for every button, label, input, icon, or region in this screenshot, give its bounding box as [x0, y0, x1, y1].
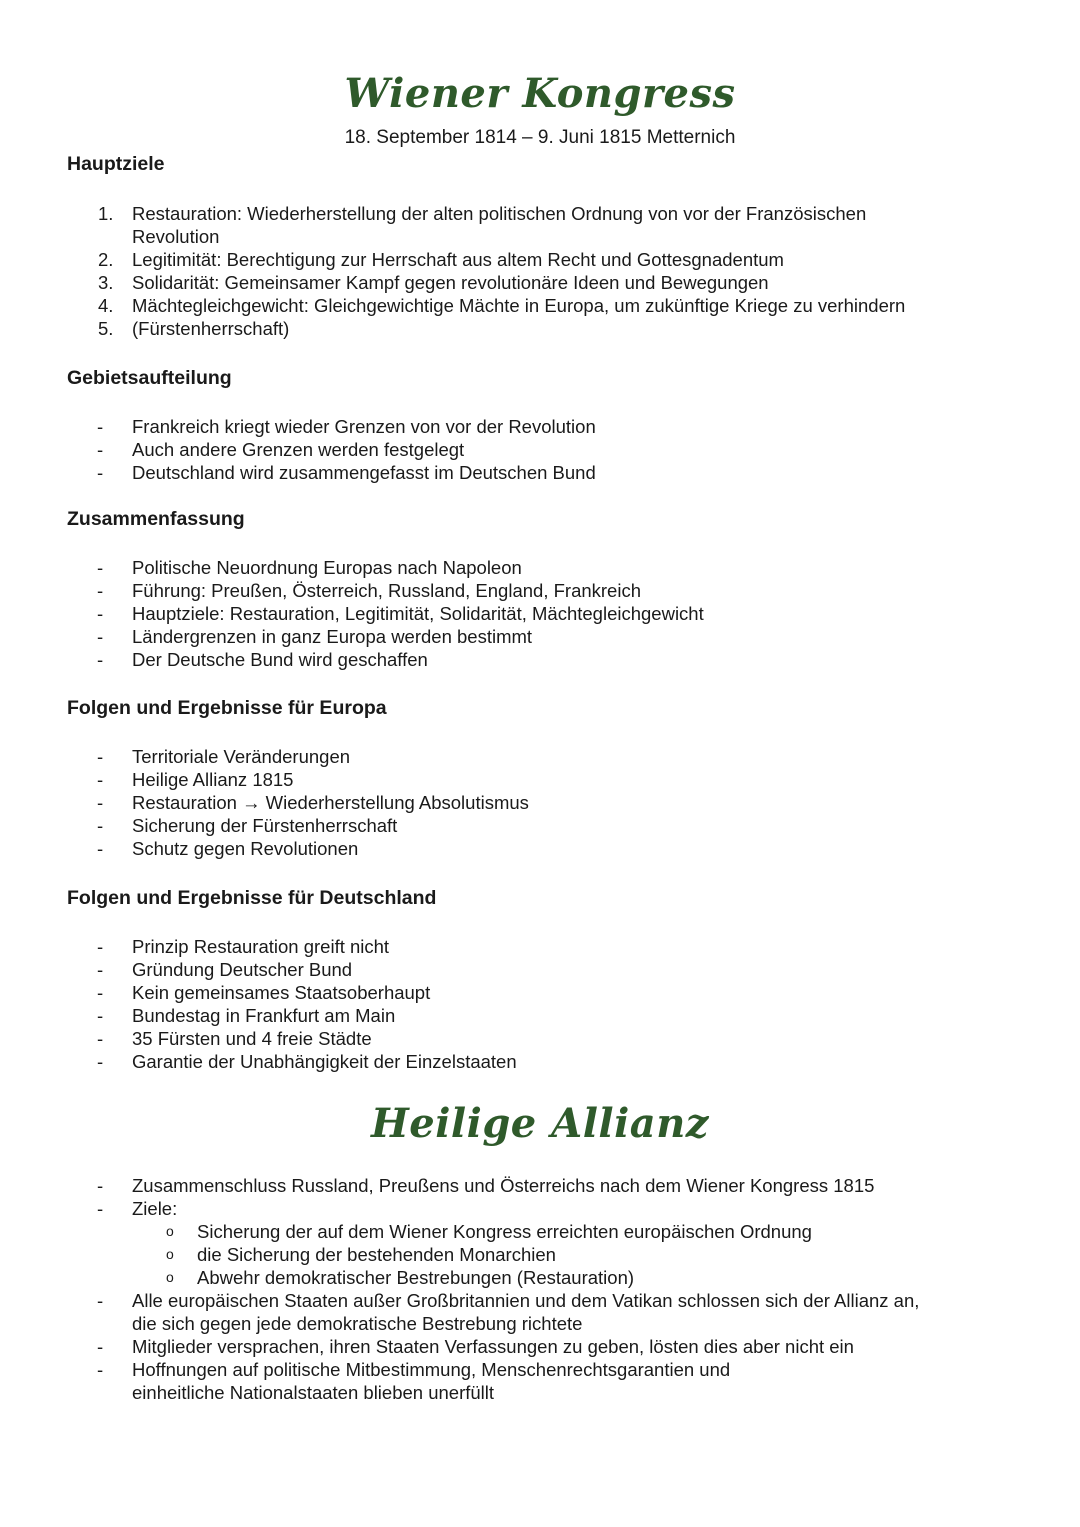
heading-gebietsaufteilung: Gebietsaufteilung	[67, 367, 232, 389]
heading-folgen-europa: Folgen und Ergebnisse für Europa	[67, 697, 387, 719]
list-item: - Prinzip Restauration greift nicht	[97, 936, 390, 957]
list-heilige-allianz	[0, 1174, 1000, 1404]
list-item: - Kein gemeinsames Staatsoberhaupt	[97, 982, 431, 1003]
list-gebietsaufteilung	[0, 415, 1000, 484]
list-item: - Ländergrenzen in ganz Europa werden bestimmt	[97, 626, 533, 647]
list-item: - Mitglieder versprachen, ihren Staaten Verfassungen zu geben, lösten dies aber nicht ein	[97, 1336, 854, 1357]
list-item: - Hauptziele: Restauration, Legitimität, Solidarität, Mächtegleichgewicht	[97, 603, 704, 624]
list-item: einheitliche Nationalstaaten blieben unerfüllt	[132, 1382, 495, 1403]
list-item: - 35 Fürsten und 4 freie Städte	[97, 1028, 372, 1049]
list-item: - Frankreich kriegt wieder Grenzen von vor der Revolution	[97, 416, 596, 437]
list-item: - Hoffnungen auf politische Mitbestimmung, Menschenrechtsgarantien und	[97, 1359, 731, 1380]
list-item: die sich gegen jede demokratische Bestrebung richtete	[132, 1313, 583, 1334]
list-item: - Führung: Preußen, Österreich, Russland, England, Frankreich	[97, 580, 641, 601]
list-item: - Zusammenschluss Russland, Preußens und Österreichs nach dem Wiener Kongress 1815	[97, 1175, 875, 1196]
list-item: 3. Solidarität: Gemeinsamer Kampf gegen revolutionäre Ideen und Bewegungen	[98, 272, 769, 293]
list-item: o Abwehr demokratischer Bestrebungen (Restauration)	[166, 1267, 635, 1288]
list-item: Revolution	[132, 226, 220, 247]
list-item: - Schutz gegen Revolutionen	[97, 838, 359, 859]
page-subtitle: 18. September 1814 – 9. Juni 1815 Metternich	[344, 127, 736, 148]
list-folgen-europa	[0, 745, 1000, 860]
list-item: - Restauration → Wiederherstellung Absolutismus	[97, 792, 529, 813]
heading-zusammenfassung: Zusammenfassung	[67, 508, 245, 530]
list-item: - Gründung Deutscher Bund	[97, 959, 353, 980]
list-folgen-deutschland	[0, 935, 1000, 1073]
list-item: 4. Mächtegleichgewicht: Gleichgewichtige Mächte in Europa, um zukünftige Kriege zu verhindern	[98, 295, 906, 316]
section-title-heilige-allianz: Heilige Allianz	[370, 1100, 709, 1147]
list-zusammenfassung	[0, 556, 1000, 671]
list-item: o die Sicherung der bestehenden Monarchien	[166, 1244, 556, 1265]
list-item: - Der Deutsche Bund wird geschaffen	[97, 649, 428, 670]
list-item: - Alle europäischen Staaten außer Großbritannien und dem Vatikan schlossen sich der Allianz an,	[97, 1290, 920, 1311]
page-title: Wiener Kongress	[344, 70, 736, 117]
list-item: - Sicherung der Fürstenherrschaft	[97, 815, 398, 836]
heading-folgen-deutschland: Folgen und Ergebnisse für Deutschland	[67, 887, 437, 909]
list-item: o Sicherung der auf dem Wiener Kongress erreichten europäischen Ordnung	[166, 1221, 812, 1242]
list-item: - Auch andere Grenzen werden festgelegt	[97, 439, 465, 460]
list-item: 5. (Fürstenherrschaft)	[98, 318, 290, 339]
list-item: - Garantie der Unabhängigkeit der Einzelstaaten	[97, 1051, 517, 1072]
list-item: - Deutschland wird zusammengefasst im Deutschen Bund	[97, 462, 596, 483]
list-item: 2. Legitimität: Berechtigung zur Herrschaft aus altem Recht und Gottesgnadentum	[98, 249, 784, 270]
list-item: - Heilige Allianz 1815	[97, 769, 294, 790]
heading-hauptziele: Hauptziele	[67, 153, 165, 175]
list-hauptziele	[0, 202, 1000, 340]
list-item: 1. Restauration: Wiederherstellung der alten politischen Ordnung von vor der Französischen	[98, 203, 867, 224]
list-item: - Territoriale Veränderungen	[97, 746, 351, 767]
list-item: - Bundestag in Frankfurt am Main	[97, 1005, 396, 1026]
list-item: - Ziele:	[97, 1198, 178, 1219]
list-item: - Politische Neuordnung Europas nach Napoleon	[97, 557, 522, 578]
